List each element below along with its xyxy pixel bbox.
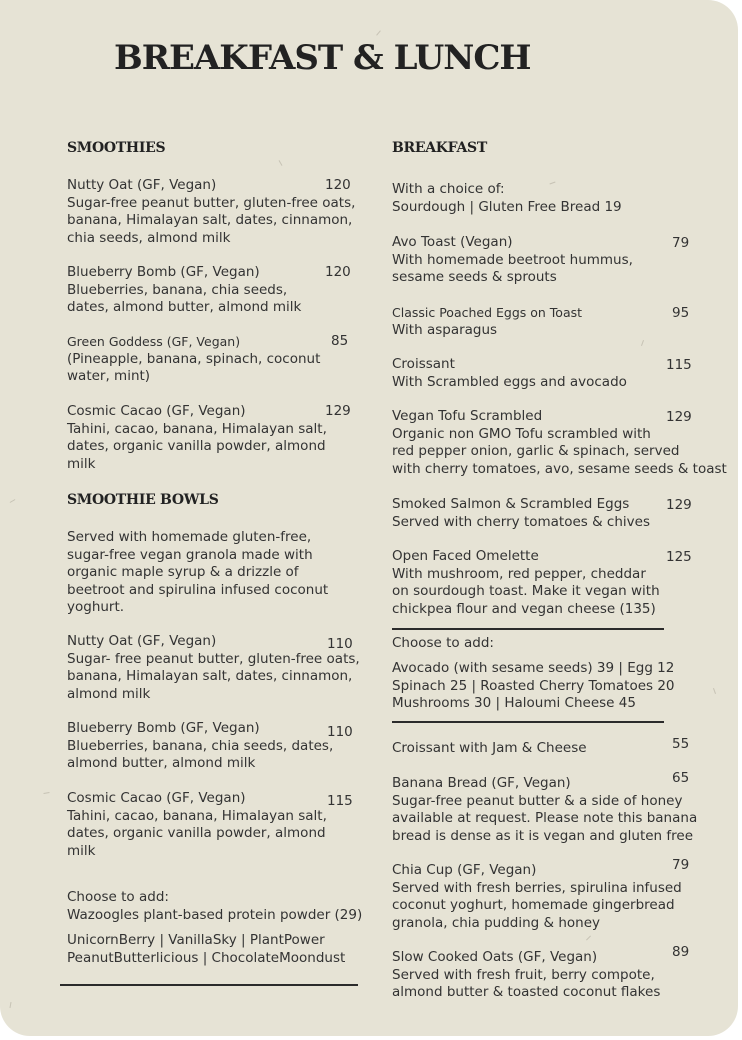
- item-price: 110: [327, 724, 353, 740]
- breakfast-heading: BREAKFAST: [392, 140, 487, 156]
- item-name: Croissant: [392, 356, 455, 372]
- item-name: Banana Bread (GF, Vegan): [392, 775, 571, 791]
- item-desc: Sugar-free peanut butter, gluten-free oats,: [67, 194, 356, 211]
- menu-item: [392, 304, 582, 339]
- item-name: Blueberry Bomb (GF, Vegan): [67, 264, 260, 280]
- intro-line: Sourdough | Gluten Free Bread 19: [392, 198, 622, 215]
- item-desc: with cherry tomatoes, avo, sesame seeds & toast: [392, 460, 727, 477]
- paper-speck: [43, 792, 49, 794]
- item-desc: on sourdough toast. Make it vegan with: [392, 583, 660, 599]
- intro-line: With a choice of:: [392, 181, 505, 197]
- item-desc: Sugar- free peanut butter, gluten-free oats,: [67, 650, 360, 667]
- item-price: 115: [327, 793, 353, 809]
- menu-item: [67, 264, 301, 317]
- item-desc: With homemade beetroot hummus,: [392, 251, 633, 268]
- menu-item: [67, 333, 320, 386]
- item-desc: almond milk: [67, 685, 151, 702]
- item-desc: banana, Himalayan salt, dates, cinnamon,: [67, 212, 353, 228]
- menu-item: [392, 949, 660, 1002]
- item-desc: granola, chia pudding & honey: [392, 914, 601, 931]
- item-price: 120: [325, 177, 351, 193]
- menu-item: [392, 356, 627, 391]
- paper-speck: [641, 340, 644, 346]
- flavour-line: PeanutButterlicious | ChocolateMoondust: [67, 949, 346, 966]
- item-desc: water, mint): [67, 368, 151, 384]
- item-price: 55: [672, 736, 690, 752]
- item-name: Nutty Oat (GF, Vegan): [67, 177, 217, 193]
- intro-line: yoghurt.: [67, 599, 125, 615]
- divider-line: [392, 721, 664, 723]
- item-desc: banana, Himalayan salt, dates, cinnamon,: [67, 668, 353, 684]
- intro-line: sugar-free vegan granola made with: [67, 546, 313, 563]
- item-name: Croissant with Jam & Cheese: [392, 740, 587, 756]
- item-desc: chickpea flour and vegan cheese (135): [392, 600, 656, 617]
- item-price: 125: [666, 549, 692, 565]
- item-desc: dates, organic vanilla powder, almond: [67, 438, 326, 454]
- item-desc: dates, almond butter, almond milk: [67, 299, 302, 315]
- item-desc: Blueberries, banana, chia seeds,: [67, 281, 288, 298]
- paper-speck: [376, 30, 381, 35]
- item-desc: bread is dense as it is vegan and gluten free: [392, 827, 694, 844]
- item-name: Vegan Tofu Scrambled: [392, 408, 543, 424]
- item-desc: (Pineapple, banana, spinach, coconut: [67, 350, 321, 367]
- smoothie-bowls-heading: SMOOTHIE BOWLS: [67, 492, 219, 508]
- addon-line: Mushrooms 30 | Haloumi Cheese 45: [392, 695, 636, 711]
- paper-speck: [713, 688, 716, 694]
- item-desc: Organic non GMO Tofu scrambled with: [392, 425, 651, 442]
- menu-item: [67, 790, 327, 860]
- item-desc: Served with fresh fruit, berry compote,: [392, 966, 655, 983]
- item-desc: With asparagus: [392, 321, 498, 338]
- item-desc: red pepper onion, garlic & spinach, served: [392, 443, 680, 459]
- item-name: Cosmic Cacao (GF, Vegan): [67, 790, 246, 806]
- paper-speck: [10, 499, 16, 503]
- intro-line: organic maple syrup & a drizzle of: [67, 564, 299, 580]
- item-price: 95: [672, 305, 690, 321]
- item-price: 120: [325, 264, 351, 280]
- flavour-line: UnicornBerry | VanillaSky | PlantPower: [67, 932, 325, 948]
- item-desc: Served with cherry tomatoes & chives: [392, 513, 650, 530]
- item-name: Nutty Oat (GF, Vegan): [67, 633, 217, 649]
- item-name: Cosmic Cacao (GF, Vegan): [67, 403, 246, 419]
- item-desc: chia seeds, almond milk: [67, 229, 231, 246]
- page-title: BREAKFAST & LUNCH: [114, 38, 531, 78]
- menu-item: [392, 775, 697, 845]
- item-name: Classic Poached Eggs on Toast: [392, 305, 583, 320]
- item-desc: Served with fresh berries, spirulina infused: [392, 879, 682, 896]
- item-price: 89: [672, 944, 690, 960]
- addons-line: Wazoogles plant-based protein powder (29): [67, 906, 363, 923]
- menu-item: [392, 234, 633, 287]
- item-name: Blueberry Bomb (GF, Vegan): [67, 720, 260, 736]
- smoothies-heading: SMOOTHIES: [67, 140, 166, 156]
- divider-line: [60, 984, 358, 986]
- item-price: 79: [672, 857, 690, 873]
- paper-speck: [586, 936, 591, 941]
- menu-item: [392, 548, 660, 618]
- item-desc: dates, organic vanilla powder, almond: [67, 825, 326, 841]
- addon-line: Spinach 25 | Roasted Cherry Tomatoes 20: [392, 677, 675, 694]
- item-name: Chia Cup (GF, Vegan): [392, 862, 537, 878]
- item-price: 79: [672, 235, 690, 251]
- item-desc: With mushroom, red pepper, cheddar: [392, 565, 646, 582]
- menu-item: [392, 740, 587, 758]
- addons-title: Choose to add:: [67, 889, 169, 905]
- breakfast-addons-list: [392, 660, 675, 713]
- breakfast-intro: [392, 181, 622, 216]
- item-desc: available at request. Please note this banana: [392, 810, 698, 826]
- breakfast-addons: [392, 635, 494, 653]
- item-desc: coconut yoghurt, homemade gingerbread: [392, 897, 675, 913]
- addons-title: Choose to add:: [392, 635, 494, 651]
- item-price: 129: [666, 409, 692, 425]
- item-price: 115: [666, 357, 692, 373]
- item-desc: almond butter & toasted coconut flakes: [392, 984, 661, 1000]
- item-desc: Sugar-free peanut butter & a side of honey: [392, 792, 683, 809]
- divider-line: [392, 628, 664, 630]
- item-name: Green Goddess (GF, Vegan): [67, 334, 241, 349]
- menu-item: [392, 862, 682, 932]
- item-price: 85: [331, 333, 349, 349]
- menu-item: [67, 177, 355, 247]
- intro-line: beetroot and spirulina infused coconut: [67, 581, 329, 598]
- item-desc: milk: [67, 455, 96, 472]
- item-desc: sesame seeds & sprouts: [392, 269, 557, 285]
- smoothie-bowls-intro: [67, 529, 328, 617]
- protein-flavours: [67, 932, 345, 967]
- paper-speck: [9, 1002, 11, 1008]
- menu-item: [67, 720, 333, 773]
- item-desc: milk: [67, 842, 96, 859]
- addon-line: Avocado (with sesame seeds) 39 | Egg 12: [392, 660, 675, 676]
- menu-item: [392, 496, 650, 531]
- intro-line: Served with homemade gluten-free,: [67, 529, 312, 545]
- item-price: 129: [325, 403, 351, 419]
- menu-item: [67, 633, 360, 703]
- item-price: 65: [672, 770, 690, 786]
- item-desc: Blueberries, banana, chia seeds, dates,: [67, 737, 334, 754]
- item-price: 129: [666, 497, 692, 513]
- item-desc: Tahini, cacao, banana, Himalayan salt,: [67, 420, 327, 437]
- paper-speck: [279, 160, 283, 166]
- item-name: Smoked Salmon & Scrambled Eggs: [392, 496, 630, 512]
- item-name: Open Faced Omelette: [392, 548, 539, 564]
- item-desc: Tahini, cacao, banana, Himalayan salt,: [67, 807, 327, 824]
- item-desc: With Scrambled eggs and avocado: [392, 373, 627, 390]
- item-desc: almond butter, almond milk: [67, 755, 256, 771]
- item-price: 110: [327, 636, 353, 652]
- menu-item: [67, 403, 327, 473]
- item-name: Slow Cooked Oats (GF, Vegan): [392, 949, 598, 965]
- item-name: Avo Toast (Vegan): [392, 234, 513, 250]
- protein-addons: [67, 889, 362, 924]
